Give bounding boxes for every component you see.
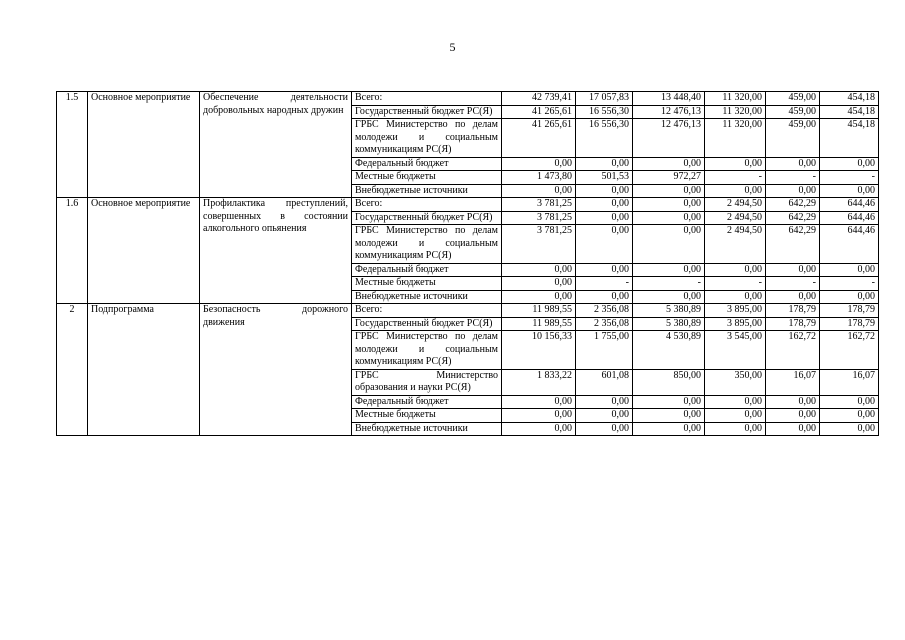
amount-cell: 4 530,89 — [633, 331, 705, 370]
amount-cell: 0,00 — [633, 198, 705, 212]
table-row — [57, 92, 879, 106]
funding-source-cell: Внебюджетные источники — [352, 184, 502, 198]
amount-cell: 0,00 — [502, 157, 576, 171]
amount-cell: 3 545,00 — [705, 331, 766, 370]
measure-name-cell: Обеспечение деятельности добровольных народных дружин — [200, 92, 352, 198]
amount-cell: - — [766, 171, 820, 185]
amount-cell: 3 781,25 — [502, 225, 576, 264]
amount-cell: - — [576, 277, 633, 291]
amount-cell: - — [820, 171, 879, 185]
amount-cell: 1 755,00 — [576, 331, 633, 370]
table-row — [57, 198, 879, 212]
amount-cell: 0,00 — [576, 263, 633, 277]
amount-cell: 1 473,80 — [502, 171, 576, 185]
amount-cell: 642,29 — [766, 198, 820, 212]
amount-cell: 0,00 — [502, 277, 576, 291]
amount-cell: 3 781,25 — [502, 211, 576, 225]
amount-cell: 178,79 — [766, 304, 820, 318]
amount-cell: 0,00 — [633, 184, 705, 198]
amount-cell: 454,18 — [820, 119, 879, 158]
amount-cell: 0,00 — [820, 157, 879, 171]
amount-cell: 350,00 — [705, 369, 766, 395]
amount-cell: 1 833,22 — [502, 369, 576, 395]
amount-cell: 42 739,41 — [502, 92, 576, 106]
amount-cell: 0,00 — [633, 290, 705, 304]
amount-cell: 0,00 — [820, 290, 879, 304]
amount-cell: 0,00 — [705, 409, 766, 423]
amount-cell: 0,00 — [766, 263, 820, 277]
amount-cell: 3 895,00 — [705, 317, 766, 331]
amount-cell: 0,00 — [502, 290, 576, 304]
amount-cell: 0,00 — [633, 263, 705, 277]
amount-cell: 0,00 — [576, 225, 633, 264]
amount-cell: 0,00 — [633, 157, 705, 171]
amount-cell: 0,00 — [576, 211, 633, 225]
amount-cell: 162,72 — [820, 331, 879, 370]
amount-cell: 11 320,00 — [705, 92, 766, 106]
amount-cell: 16,07 — [766, 369, 820, 395]
amount-cell: 0,00 — [576, 198, 633, 212]
budget-table — [56, 91, 879, 436]
funding-source-cell: Государственный бюджет РС(Я) — [352, 317, 502, 331]
amount-cell: 0,00 — [766, 157, 820, 171]
amount-cell: - — [820, 277, 879, 291]
funding-source-cell: ГРБС Министерство по делам молодежи и социальным коммуникациям РС(Я) — [352, 225, 502, 264]
amount-cell: 41 265,61 — [502, 119, 576, 158]
amount-cell: 0,00 — [820, 422, 879, 436]
funding-source-cell: Внебюджетные источники — [352, 422, 502, 436]
amount-cell: 644,46 — [820, 211, 879, 225]
amount-cell: 454,18 — [820, 92, 879, 106]
amount-cell: 16,07 — [820, 369, 879, 395]
measure-type-cell: Основное мероприятие — [88, 92, 200, 198]
page-number: 5 — [449, 40, 456, 54]
amount-cell: - — [705, 277, 766, 291]
amount-cell: 0,00 — [633, 395, 705, 409]
funding-source-cell: Местные бюджеты — [352, 277, 502, 291]
amount-cell: 16 556,30 — [576, 119, 633, 158]
amount-cell: 5 380,89 — [633, 304, 705, 318]
amount-cell: 454,18 — [820, 105, 879, 119]
amount-cell: 0,00 — [576, 290, 633, 304]
amount-cell: 0,00 — [705, 395, 766, 409]
amount-cell: 2 494,50 — [705, 198, 766, 212]
row-number-cell: 1.6 — [57, 198, 88, 304]
funding-source-cell: Государственный бюджет РС(Я) — [352, 211, 502, 225]
amount-cell: 459,00 — [766, 119, 820, 158]
amount-cell: 13 448,40 — [633, 92, 705, 106]
funding-source-cell: Федеральный бюджет — [352, 157, 502, 171]
funding-source-cell: Федеральный бюджет — [352, 263, 502, 277]
funding-source-cell: ГРБС Министерство по делам молодежи и социальным коммуникациям РС(Я) — [352, 119, 502, 158]
row-number-cell: 2 — [57, 304, 88, 436]
amount-cell: 11 989,55 — [502, 317, 576, 331]
amount-cell: 178,79 — [820, 304, 879, 318]
funding-source-cell: Местные бюджеты — [352, 409, 502, 423]
amount-cell: 0,00 — [502, 395, 576, 409]
funding-source-cell: Всего: — [352, 198, 502, 212]
funding-source-cell: Государственный бюджет РС(Я) — [352, 105, 502, 119]
table-body — [57, 92, 879, 436]
amount-cell: 12 476,13 — [633, 119, 705, 158]
amount-cell: 11 320,00 — [705, 119, 766, 158]
amount-cell: 178,79 — [820, 317, 879, 331]
table-row — [57, 304, 879, 318]
amount-cell: 0,00 — [705, 263, 766, 277]
amount-cell: 0,00 — [705, 184, 766, 198]
amount-cell: 0,00 — [766, 290, 820, 304]
funding-source-cell: ГРБС Министерство по делам молодежи и социальным коммуникациям РС(Я) — [352, 331, 502, 370]
amount-cell: 0,00 — [820, 409, 879, 423]
amount-cell: 0,00 — [633, 211, 705, 225]
amount-cell: 0,00 — [502, 422, 576, 436]
amount-cell: 2 356,08 — [576, 317, 633, 331]
funding-source-cell: Местные бюджеты — [352, 171, 502, 185]
amount-cell: 0,00 — [576, 184, 633, 198]
amount-cell: 11 320,00 — [705, 105, 766, 119]
amount-cell: 0,00 — [705, 157, 766, 171]
amount-cell: 0,00 — [766, 184, 820, 198]
funding-source-cell: Внебюджетные источники — [352, 290, 502, 304]
amount-cell: 644,46 — [820, 225, 879, 264]
amount-cell: 642,29 — [766, 225, 820, 264]
amount-cell: 0,00 — [766, 409, 820, 423]
amount-cell: 5 380,89 — [633, 317, 705, 331]
amount-cell: 642,29 — [766, 211, 820, 225]
amount-cell: 0,00 — [502, 409, 576, 423]
amount-cell: 16 556,30 — [576, 105, 633, 119]
amount-cell: 3 895,00 — [705, 304, 766, 318]
amount-cell: - — [766, 277, 820, 291]
amount-cell: 0,00 — [633, 409, 705, 423]
amount-cell: 601,08 — [576, 369, 633, 395]
amount-cell: 11 989,55 — [502, 304, 576, 318]
amount-cell: 459,00 — [766, 105, 820, 119]
amount-cell: 0,00 — [576, 157, 633, 171]
amount-cell: 0,00 — [766, 422, 820, 436]
amount-cell: 972,27 — [633, 171, 705, 185]
amount-cell: 17 057,83 — [576, 92, 633, 106]
funding-source-cell: Всего: — [352, 92, 502, 106]
amount-cell: 0,00 — [820, 184, 879, 198]
amount-cell: 2 356,08 — [576, 304, 633, 318]
funding-source-cell: Федеральный бюджет — [352, 395, 502, 409]
amount-cell: 0,00 — [576, 409, 633, 423]
amount-cell: 3 781,25 — [502, 198, 576, 212]
amount-cell: 0,00 — [705, 290, 766, 304]
amount-cell: 12 476,13 — [633, 105, 705, 119]
amount-cell: 0,00 — [705, 422, 766, 436]
amount-cell: 162,72 — [766, 331, 820, 370]
row-number-cell: 1.5 — [57, 92, 88, 198]
amount-cell: 2 494,50 — [705, 225, 766, 264]
amount-cell: 0,00 — [502, 184, 576, 198]
amount-cell: 459,00 — [766, 92, 820, 106]
amount-cell: 0,00 — [502, 263, 576, 277]
amount-cell: 10 156,33 — [502, 331, 576, 370]
amount-cell: 0,00 — [576, 422, 633, 436]
amount-cell: 850,00 — [633, 369, 705, 395]
amount-cell: 0,00 — [820, 395, 879, 409]
measure-type-cell: Подпрограмма — [88, 304, 200, 436]
amount-cell: 41 265,61 — [502, 105, 576, 119]
measure-name-cell: Безопасность дорожного движения — [200, 304, 352, 436]
amount-cell: 178,79 — [766, 317, 820, 331]
funding-source-cell: Всего: — [352, 304, 502, 318]
amount-cell: 0,00 — [633, 422, 705, 436]
funding-source-cell: ГРБС Министерство образования и науки РС(Я) — [352, 369, 502, 395]
amount-cell: - — [705, 171, 766, 185]
amount-cell: - — [633, 277, 705, 291]
amount-cell: 0,00 — [766, 395, 820, 409]
amount-cell: 0,00 — [633, 225, 705, 264]
amount-cell: 0,00 — [576, 395, 633, 409]
amount-cell: 644,46 — [820, 198, 879, 212]
amount-cell: 2 494,50 — [705, 211, 766, 225]
amount-cell: 501,53 — [576, 171, 633, 185]
measure-type-cell: Основное мероприятие — [88, 198, 200, 304]
amount-cell: 0,00 — [820, 263, 879, 277]
measure-name-cell: Профилактика преступлений, совершенных в состоянии алкогольного опьянения — [200, 198, 352, 304]
